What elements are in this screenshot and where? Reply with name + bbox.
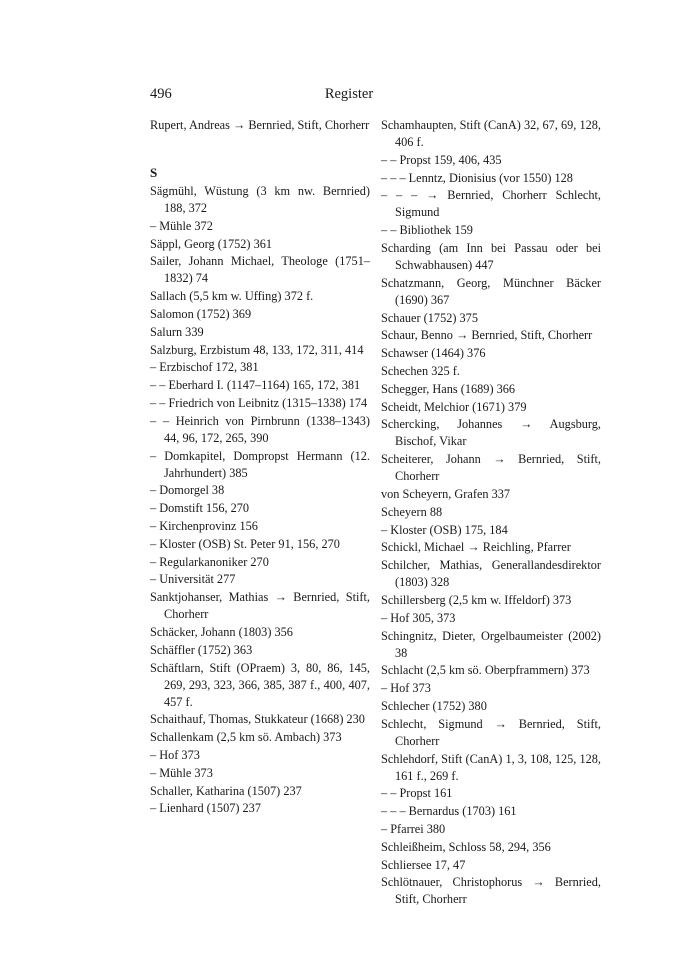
- index-entry: Scharding (am Inn bei Passau oder bei Schwabhausen) 447: [381, 240, 601, 272]
- index-entry: – Mühle 372: [150, 218, 213, 233]
- index-entry: Schaller, Katharina (1507) 237: [150, 783, 302, 798]
- running-head: Register: [324, 86, 374, 102]
- index-entry: – Domstift 156, 270: [150, 501, 250, 516]
- index-entry: Salomon (1752) 369: [150, 306, 252, 321]
- index-entry: Schatzmann, Georg, Münchner Bäcker (1690) 367: [381, 275, 601, 307]
- index-entry: Schaithauf, Thomas, Stukkateur (1668) 230: [150, 712, 365, 727]
- index-entry: Sanktjohanser, Mathias → Bernried, Stift, Chorherr: [150, 590, 370, 622]
- index-entry: Salzburg, Erzbistum 48, 133, 172, 311, 414: [150, 342, 364, 357]
- index-entry: Schlacht (2,5 km sö. Oberpframmern) 373: [381, 663, 590, 678]
- index-entry: Schleißheim, Schloss 58, 294, 356: [381, 839, 551, 854]
- index-entry: – Erzbischof 172, 381: [150, 360, 259, 375]
- index-column-left: [150, 117, 370, 818]
- index-entry: – Kloster (OSB) 175, 184: [381, 522, 508, 537]
- index-entry: – – Propst 159, 406, 435: [381, 152, 502, 167]
- index-entry: – – Friedrich von Leibnitz (1315–1338) 174: [150, 395, 368, 410]
- index-entry: Scheidt, Melchior (1671) 379: [381, 399, 527, 414]
- index-column-right: [381, 117, 601, 909]
- index-entry: Sägmühl, Wüstung (3 km nw. Bernried) 188, 372: [150, 184, 370, 215]
- index-entry: Schlehdorf, Stift (CanA) 1, 3, 108, 125, 128, 161 f., 269 f.: [381, 751, 601, 783]
- index-entry: – – Bibliothek 159: [381, 223, 473, 238]
- index-entry: von Scheyern, Grafen 337: [381, 486, 511, 501]
- index-entry: – Kirchenprovinz 156: [150, 518, 258, 533]
- index-entry: – – Propst 161: [381, 786, 453, 801]
- index-entry: Schallenkam (2,5 km sö. Ambach) 373: [150, 730, 342, 745]
- index-entry: – Kloster (OSB) St. Peter 91, 156, 270: [150, 536, 340, 551]
- index-entry: Schäftlarn, Stift (OPraem) 3, 80, 86, 145, 269, 293, 323, 366, 385, 387 f., 400, 407, 457 f.: [150, 660, 370, 709]
- index-entry: – Domkapitel, Dompropst Hermann (12. Jahrhundert) 385: [150, 448, 370, 480]
- index-entry: – Hof 373: [381, 681, 431, 696]
- index-entry: Schingnitz, Dieter, Orgelbaumeister (2002) 38: [381, 628, 601, 660]
- index-entry: Schickl, Michael → Reichling, Pfarrer: [381, 540, 571, 555]
- index-entry: – – Eberhard I. (1147–1164) 165, 172, 381: [150, 378, 361, 393]
- index-entry: Schauer (1752) 375: [381, 310, 478, 325]
- index-entry: Rupert, Andreas → Bernried, Stift, Chorherr: [150, 118, 370, 132]
- index-entry: – – Heinrich von Pirnbrunn (1338–1343) 44, 96, 172, 265, 390: [150, 413, 370, 445]
- index-entry: Schlecher (1752) 380: [381, 698, 487, 713]
- index-entry: – Lienhard (1507) 237: [150, 801, 261, 816]
- index-entry: – Universität 277: [150, 572, 236, 587]
- index-entry: Säppl, Georg (1752) 361: [150, 236, 273, 251]
- index-entry: – – – Bernardus (1703) 161: [381, 804, 517, 819]
- index-entry: Schercking, Johannes → Augsburg, Bischof, Vikar: [381, 417, 601, 449]
- section-letter: S: [150, 165, 158, 180]
- index-entry: Salurn 339: [150, 324, 204, 339]
- index-entry: Schegger, Hans (1689) 366: [381, 381, 516, 396]
- index-entry: Sallach (5,5 km w. Uffing) 372 f.: [150, 289, 314, 304]
- index-entry: Schäcker, Johann (1803) 356: [150, 624, 293, 639]
- index-entry: Schlötnauer, Christophorus → Bernried, Stift, Chorherr: [381, 875, 601, 907]
- index-entry: Schlecht, Sigmund → Bernried, Stift, Chorherr: [381, 716, 601, 748]
- index-entry: Scheyern 88: [381, 504, 443, 519]
- index-entry: – Mühle 373: [150, 765, 213, 780]
- index-entry: Schillersberg (2,5 km w. Iffeldorf) 373: [381, 592, 572, 607]
- index-entry: – Pfarrei 380: [381, 821, 446, 836]
- index-entry: Scheiterer, Johann → Bernried, Stift, Chorherr: [381, 452, 601, 484]
- index-entry: Schliersee 17, 47: [381, 857, 466, 872]
- index-entry: – Regularkanoniker 270: [150, 554, 269, 569]
- index-entry: Schawser (1464) 376: [381, 346, 486, 361]
- index-entry: – Domorgel 38: [150, 483, 225, 498]
- index-entry: Schamhaupten, Stift (CanA) 32, 67, 69, 128, 406 f.: [381, 118, 601, 149]
- index-entry: Schilcher, Mathias, Generallandesdirektor (1803) 328: [381, 558, 601, 590]
- index-entry: Schaur, Benno → Bernried, Stift, Chorherr: [381, 328, 593, 343]
- index-entry: – Hof 305, 373: [381, 610, 456, 625]
- index-entry: Schechen 325 f.: [381, 363, 460, 378]
- index-entry: Schäffler (1752) 363: [150, 642, 253, 657]
- index-entry: – – – Lenntz, Dionisius (vor 1550) 128: [381, 170, 573, 185]
- index-entry: – – – → Bernried, Chorherr Schlecht, Sigmund: [381, 188, 601, 220]
- page-number: 496: [150, 86, 172, 102]
- index-entry: – Hof 373: [150, 747, 200, 762]
- index-entry: Sailer, Johann Michael, Theologe (1751–1832) 74: [150, 254, 370, 286]
